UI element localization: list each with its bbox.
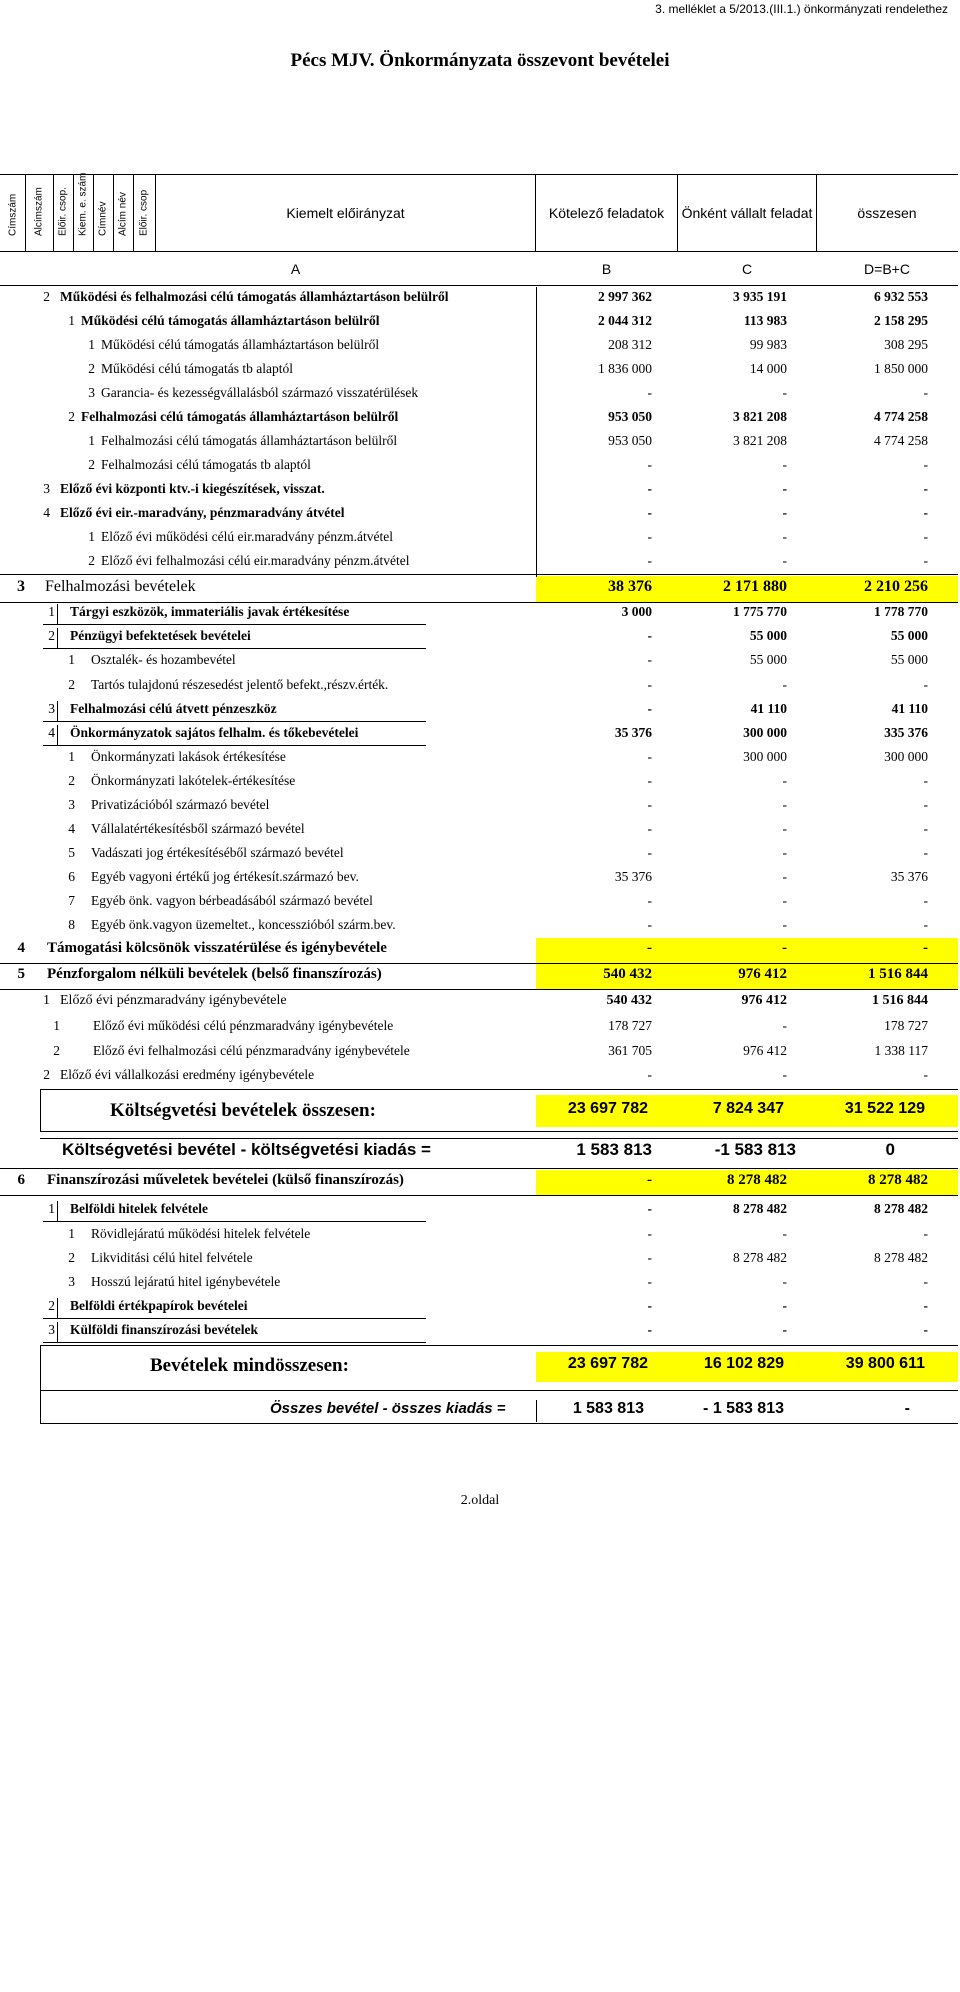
value-b: - [647, 1274, 652, 1289]
value-d: 4 774 258 [874, 433, 928, 448]
value-d: - [923, 385, 928, 400]
value-b: 361 705 [608, 1043, 652, 1058]
row-label: Felhalmozási célú támogatás tb alaptól [101, 457, 311, 472]
value-b: - [647, 701, 652, 716]
row-label: Tárgyi eszközök, immateriális javak értékesítése [70, 604, 350, 619]
row-number: 3 [68, 1274, 75, 1289]
value-b: - [647, 1172, 652, 1188]
value-b: - [647, 917, 652, 932]
row-label: Felhalmozási célú támogatás államháztartáson belülről [101, 433, 398, 448]
value-b: - [647, 821, 652, 836]
value-d: 8 278 482 [874, 1250, 928, 1265]
row-label: Rövidlejáratú működési hitelek felvétele [91, 1226, 311, 1241]
value-d: - [923, 1067, 928, 1082]
row-label: Felhalmozási célú átvett pénzeszköz [70, 701, 277, 716]
col-onkent: Önként vállalt feladat [678, 175, 817, 251]
value-d: - [923, 845, 928, 860]
row-label: Vállalatértékesítésből származó bevétel [91, 821, 305, 836]
value-c: - [782, 1018, 787, 1033]
value-d: - [923, 821, 928, 836]
value-d: - [923, 773, 928, 788]
row-label: Működési célú támogatás tb alaptól [101, 361, 293, 376]
value-b: - [647, 505, 652, 520]
col-cimszam: Címszám [0, 175, 26, 251]
value-c: - [782, 821, 787, 836]
value-c: - [782, 773, 787, 788]
value-c: - [782, 457, 787, 472]
row-label: Működési célú támogatás államháztartáson belülről [101, 337, 380, 352]
row-label: Egyéb önk.vagyon üzemeltet., koncesszióból szárm.bev. [91, 917, 396, 932]
value-d: 1 516 844 [868, 966, 928, 982]
row-label: Működési és felhalmozási célú támogatás államháztartáson belülről [60, 289, 449, 304]
value-b: - [647, 749, 652, 764]
value-b: - [647, 797, 652, 812]
row-number: 2 [68, 409, 75, 424]
row-label: Előző évi vállalkozási eredmény igénybevétele [60, 1067, 315, 1082]
value-b: - [647, 457, 652, 472]
row-label: Tartós tulajdonú részesedést jelentő befekt.,részv.érték. [91, 677, 389, 692]
value-d: - [923, 553, 928, 568]
value-b: - [647, 652, 652, 667]
value-b: 1 836 000 [598, 361, 652, 376]
col-osszesen: összesen [857, 205, 917, 221]
row-label: Előző évi felhalmozási célú pénzmaradvány igénybevétele [93, 1043, 410, 1058]
row-label: Külföldi finanszírozási bevételek [70, 1322, 258, 1337]
row-label: Privatizációból származó bevétel [91, 797, 270, 812]
value-d: - [923, 529, 928, 544]
row-number: 2 [68, 773, 75, 788]
row-label: Felhalmozási bevételek [45, 578, 196, 595]
value-d: 8 278 482 [874, 1201, 928, 1216]
row-number: 2 [88, 553, 95, 568]
value-b: - [647, 628, 652, 643]
row-number: 1 [68, 749, 75, 764]
value-c: - [782, 1067, 787, 1082]
value-b: - [647, 940, 652, 956]
col-kotelezo: Kötelező feladatok [536, 175, 678, 251]
page-number: 2.oldal [460, 1493, 500, 1508]
value-d: 2 158 295 [874, 313, 928, 328]
letter-b: B [536, 251, 677, 285]
value-c: 2 171 880 [723, 578, 787, 595]
letter-d: D=B+C [817, 251, 957, 285]
row-number: 1 [53, 1018, 60, 1033]
row-number: 1 [68, 1226, 75, 1241]
row-number: 4 [43, 505, 50, 520]
value-c: 976 412 [741, 993, 787, 1008]
value-b: - [647, 893, 652, 908]
value-b: - [647, 845, 652, 860]
row-number: 1 [43, 993, 50, 1008]
value-d: 1 516 844 [872, 993, 928, 1008]
value-d: 4 774 258 [874, 409, 928, 424]
value-d: 178 727 [884, 1018, 928, 1033]
value-b: 953 050 [608, 409, 652, 424]
letter-a: A [156, 251, 435, 285]
row-number: 2 [48, 1298, 55, 1313]
value-b: 3 000 [621, 604, 652, 619]
value-d: - [923, 481, 928, 496]
value-b: 38 376 [608, 578, 652, 595]
value-c: 300 000 [743, 749, 787, 764]
value-d: - [923, 457, 928, 472]
row-label: Egyéb önk. vagyon bérbeadásából származó bevétel [91, 893, 373, 908]
value-d: - [923, 797, 928, 812]
value-d: - [923, 1298, 928, 1313]
row-number: 3 [48, 701, 55, 716]
value-c: - [782, 1274, 787, 1289]
row-number: 1 [68, 652, 75, 667]
value-b: - [647, 385, 652, 400]
value-c: - [782, 505, 787, 520]
value-c: - [782, 1298, 787, 1313]
value-c: 976 412 [738, 966, 787, 982]
value-d: - [923, 1274, 928, 1289]
row-label: Likviditási célú hitel felvétele [91, 1250, 253, 1265]
row-label: Egyéb vagyoni értékű jog értékesít.származó bev. [91, 869, 359, 884]
value-b: - [647, 773, 652, 788]
value-d: - [923, 893, 928, 908]
col-kiem-e-szam: Kiem. e. szám [73, 175, 94, 251]
letter-c: C [678, 251, 816, 285]
row-number: 3 [88, 385, 95, 400]
row-number: 1 [88, 433, 95, 448]
row-label: Előző évi felhalmozási célú eir.maradvány pénzm.átvétel [101, 553, 410, 568]
value-b: - [647, 553, 652, 568]
value-b: 2 997 362 [598, 289, 652, 304]
row-number: 3 [68, 797, 75, 812]
value-c: 8 278 482 [733, 1201, 787, 1216]
row-number: 1 [88, 337, 95, 352]
value-c: - [782, 553, 787, 568]
value-c: - [782, 893, 787, 908]
row-label: Belföldi értékpapírok bevételei [70, 1298, 248, 1313]
value-d: 55 000 [890, 652, 928, 667]
value-d: 8 278 482 [868, 1172, 928, 1188]
value-b: 178 727 [608, 1018, 652, 1033]
value-c: 3 821 208 [733, 433, 787, 448]
row-label: Garancia- és kezességvállalásból származó visszatérülések [101, 385, 419, 400]
value-d: 55 000 [890, 628, 928, 643]
row-label: Előző évi eir.-maradvány, pénzmaradvány átvétel [60, 505, 345, 520]
value-d: - [923, 1226, 928, 1241]
value-d: 1 778 770 [874, 604, 928, 619]
row-number: 2 [88, 457, 95, 472]
row-number: 7 [68, 893, 75, 908]
value-d: - [923, 677, 928, 692]
row-number: 3 [17, 578, 25, 595]
value-c: - [782, 797, 787, 812]
decree-reference: 3. melléklet a 5/2013.(III.1.) önkormányzati rendelethez [655, 2, 948, 16]
value-c: - [782, 869, 787, 884]
row-label: Finanszírozási műveletek bevételei (külső finanszírozás) [47, 1172, 404, 1188]
value-c: - [782, 940, 787, 956]
value-c: - [782, 1226, 787, 1241]
value-c: 55 000 [749, 628, 787, 643]
value-b: - [647, 529, 652, 544]
value-c: - [782, 845, 787, 860]
row-number: 2 [53, 1043, 60, 1058]
value-b: - [647, 677, 652, 692]
row-label: Előző évi pénzmaradvány igénybevétele [60, 993, 287, 1008]
row-label: Pénzügyi befektetések bevételei [70, 628, 251, 643]
value-d: - [923, 917, 928, 932]
row-number: 4 [48, 725, 55, 740]
row-label: Előző évi központi ktv.-i kiegészítések, visszat. [60, 481, 325, 496]
value-d: 1 850 000 [874, 361, 928, 376]
value-c: 55 000 [749, 652, 787, 667]
row-label: Működési célú támogatás államháztartáson belülről [81, 313, 380, 328]
row-number: 4 [68, 821, 75, 836]
value-b: 540 432 [603, 966, 652, 982]
value-c: 976 412 [743, 1043, 787, 1058]
value-b: 208 312 [608, 337, 652, 352]
row-number: 2 [48, 628, 55, 643]
col-eloir-csop-2: Előir. csop [133, 175, 156, 251]
value-b: 35 376 [614, 869, 652, 884]
value-c: - [782, 529, 787, 544]
value-b: - [647, 1250, 652, 1265]
column-header [0, 174, 958, 286]
row-number: 3 [43, 481, 50, 496]
col-cimnev: Címnév [93, 175, 114, 251]
value-c: 14 000 [749, 361, 787, 376]
row-number: 2 [88, 361, 95, 376]
value-c: 3 821 208 [733, 409, 787, 424]
row-label: Előző évi működési célú eir.maradvány pénzm.átvétel [101, 529, 394, 544]
col-alcim-nev: Alcím név [113, 175, 134, 251]
row-label: Előző évi működési célú pénzmaradvány igénybevétele [93, 1018, 394, 1033]
row-number: 1 [68, 313, 75, 328]
row-label: Osztalék- és hozambevétel [91, 652, 236, 667]
value-c: 300 000 [743, 725, 787, 740]
value-d: - [923, 940, 928, 956]
value-d: 308 295 [884, 337, 928, 352]
row-number: 5 [17, 966, 25, 982]
value-b: 35 376 [614, 725, 652, 740]
row-number: 1 [88, 529, 95, 544]
row-number: 6 [68, 869, 75, 884]
value-d: 2 210 256 [864, 578, 928, 595]
col-eloir-csop: Előir. csop. [53, 175, 74, 251]
row-number: 8 [68, 917, 75, 932]
value-b: - [647, 1322, 652, 1337]
value-c: - [782, 677, 787, 692]
value-b: - [647, 1201, 652, 1216]
row-label: Önkormányzati lakótelek-értékesítése [91, 773, 296, 788]
value-d: 6 932 553 [874, 289, 928, 304]
value-c: - [782, 917, 787, 932]
value-b: - [647, 1226, 652, 1241]
value-d: 300 000 [884, 749, 928, 764]
value-c: 41 110 [750, 701, 787, 716]
row-label: Belföldi hitelek felvétele [70, 1201, 208, 1216]
value-d: 1 338 117 [874, 1043, 928, 1058]
value-d: - [923, 505, 928, 520]
row-label: Vadászati jog értékesítéséből származó bevétel [91, 845, 344, 860]
row-number: 3 [48, 1322, 55, 1337]
value-c: 8 278 482 [727, 1172, 787, 1188]
value-c: 99 983 [749, 337, 787, 352]
value-b: - [647, 1067, 652, 1082]
row-label: Felhalmozási célú támogatás államháztartáson belülről [81, 409, 399, 424]
col-kiemelt: Kiemelt előirányzat [156, 175, 536, 251]
value-c: - [782, 481, 787, 496]
value-c: - [782, 385, 787, 400]
row-number: 6 [17, 1172, 25, 1188]
row-number: 4 [17, 940, 25, 956]
row-number: 5 [68, 845, 75, 860]
value-d: 35 376 [890, 869, 928, 884]
value-c: 113 983 [743, 313, 787, 328]
value-d: 41 110 [891, 701, 928, 716]
value-c: 3 935 191 [733, 289, 787, 304]
row-label: Önkormányzatok sajátos felhalm. és tőkebevételei [70, 725, 359, 740]
value-c: - [782, 1322, 787, 1337]
row-number: 2 [43, 1067, 50, 1082]
value-b: 540 432 [606, 993, 652, 1008]
value-c: 8 278 482 [733, 1250, 787, 1265]
row-number: 2 [68, 677, 75, 692]
row-number: 2 [68, 1250, 75, 1265]
value-b: 2 044 312 [598, 313, 652, 328]
row-label: Hosszú lejáratú hitel igénybevétele [91, 1274, 281, 1289]
row-number: 1 [48, 1201, 55, 1216]
value-b: - [647, 1298, 652, 1313]
row-number: 1 [48, 604, 55, 619]
col-alcimszam: Alcímszám [25, 175, 54, 251]
page-title: Pécs MJV. Önkormányzata összevont bevételei [290, 50, 670, 71]
value-b: 953 050 [608, 433, 652, 448]
row-label: Támogatási kölcsönök visszatérülése és igénybevétele [47, 940, 387, 956]
value-c: 1 775 770 [733, 604, 787, 619]
value-d: 335 376 [884, 725, 928, 740]
value-b: - [647, 481, 652, 496]
row-label: Pénzforgalom nélküli bevételek (belső finanszírozás) [47, 966, 382, 982]
value-d: - [923, 1322, 928, 1337]
row-label: Önkormányzati lakások értékesítése [91, 749, 286, 764]
row-number: 2 [43, 289, 50, 304]
